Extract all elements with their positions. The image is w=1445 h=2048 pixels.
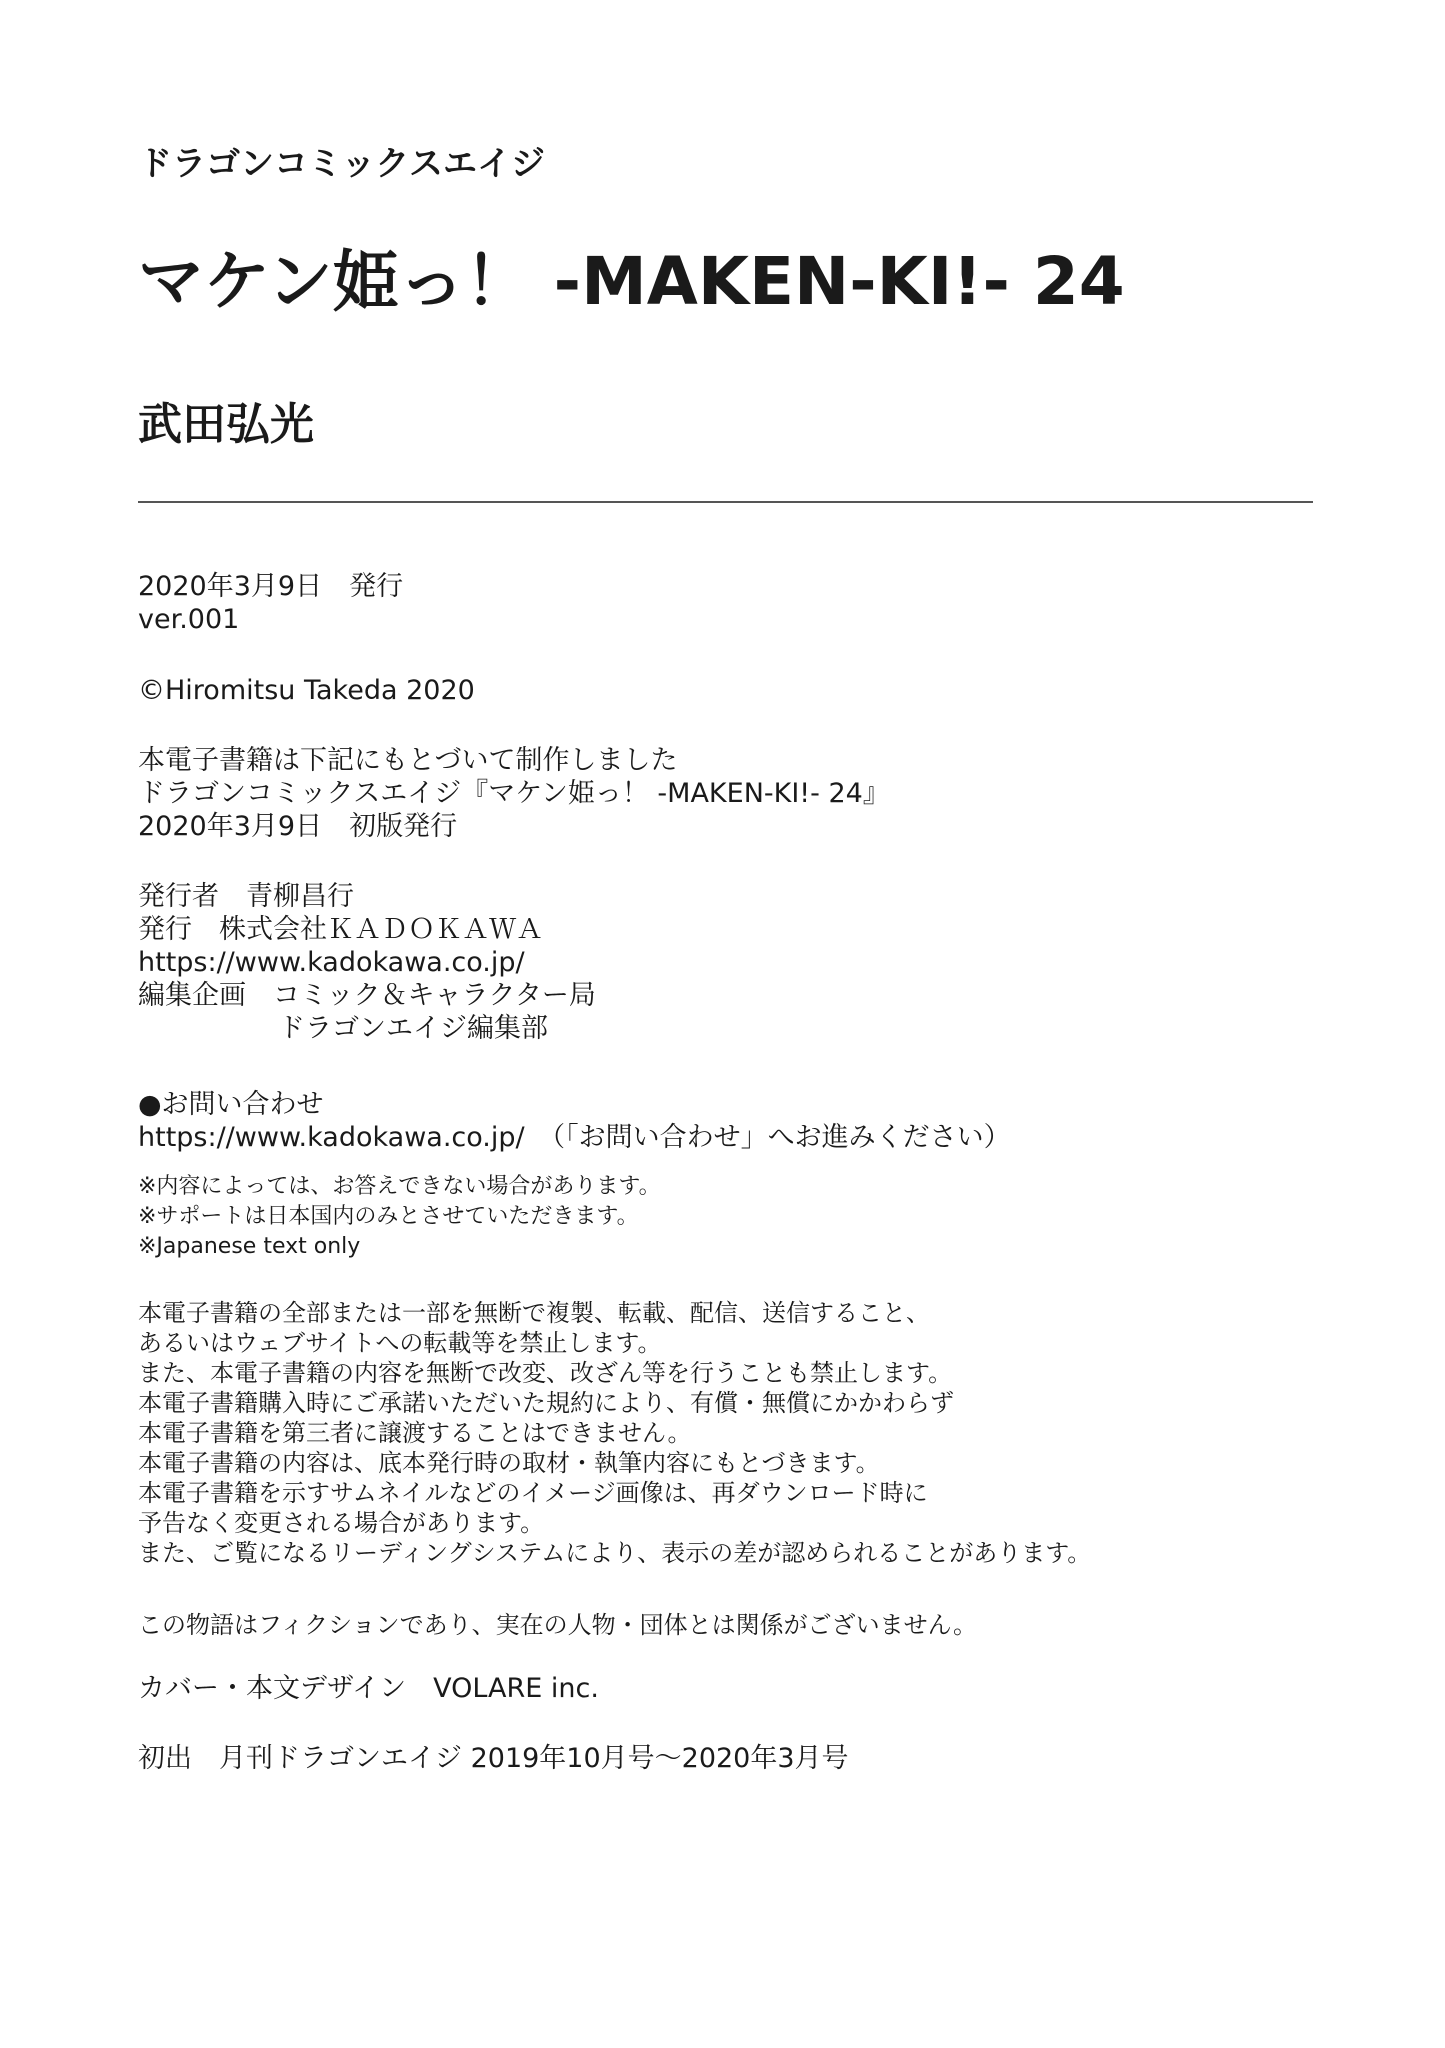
legal-line: 予告なく変更される場合があります。 [138,1509,545,1537]
publisher-block [138,880,596,1045]
issue-date: 2020年3月9日 発行 [138,571,404,602]
inquiry-note: ※Japanese text only [138,1234,361,1259]
department-line: ドラゴンエイジ編集部 [278,1013,548,1044]
source-line: 2020年3月9日 初版発行 [138,811,458,842]
inquiry-url[interactable]: https://www.kadokawa.co.jp/ （「お問い合わせ」へお進みください） [138,1122,1011,1153]
inquiry-notes [138,1172,661,1262]
issue-block [138,570,403,636]
inquiry-block [138,1088,1011,1154]
design-block [138,1672,599,1705]
legal-line: 本電子書籍を示すサムネイルなどのイメージ画像は、再ダウンロード時に [138,1479,928,1507]
legal-line: また、ご覧になるリーディングシステムにより、表示の差が認められることがあります。 [138,1539,1092,1567]
copyright: ©Hiromitsu Takeda 2020 [138,675,475,706]
copyright-block [138,674,475,707]
source-line: ドラゴンコミックスエイジ『マケン姫っ！ -MAKEN-KI!- 24』 [138,778,890,809]
legal-line: 本電子書籍の内容は、底本発行時の取材・執筆内容にもとづきます。 [138,1449,880,1477]
legal-block [138,1298,1091,1568]
first-publication-block [138,1742,849,1775]
first-publication: 初出 月刊ドラゴンエイジ 2019年10月号〜2020年3月号 [138,1743,849,1774]
legal-line: 本電子書籍購入時にご承諾いただいた規約により、有償・無償にかかわらず [138,1389,954,1417]
imprint-label: ドラゴンコミックスエイジ [138,144,545,184]
legal-line: あるいはウェブサイトへの転載等を禁止します。 [138,1329,662,1357]
inquiry-note: ※内容によっては、お答えできない場合があります。 [138,1174,661,1199]
editing-line: 編集企画 コミック＆キャラクター局 [138,980,596,1011]
publisher-line: 発行者 青柳昌行 [138,881,354,912]
source-block [138,744,890,843]
book-title: マケン姫っ！ -MAKEN-KI!- 24 [138,243,1125,320]
legal-line: また、本電子書籍の内容を無断で改変、改ざん等を行うことも禁止します。 [138,1359,953,1387]
issuer-line: 発行 株式会社ＫＡＤＯＫＡＷＡ [138,914,543,945]
design-credit: カバー・本文デザイン VOLARE inc. [138,1673,599,1704]
legal-line: 本電子書籍の全部または一部を無断で複製、転載、配信、送信すること、 [138,1299,930,1327]
publisher-url[interactable]: https://www.kadokawa.co.jp/ [138,947,525,978]
fiction-note: この物語はフィクションであり、実在の人物・団体とは関係がございません。 [138,1611,978,1639]
source-line: 本電子書籍は下記にもとづいて制作しました [138,745,678,776]
author-name: 武田弘光 [138,399,314,450]
inquiry-heading: ●お問い合わせ [138,1089,324,1120]
divider [138,501,1313,503]
inquiry-note: ※サポートは日本国内のみとさせていただきます。 [138,1204,639,1229]
version: ver.001 [138,604,240,635]
legal-line: 本電子書籍を第三者に譲渡することはできません。 [138,1419,692,1447]
fiction-block [138,1610,977,1640]
